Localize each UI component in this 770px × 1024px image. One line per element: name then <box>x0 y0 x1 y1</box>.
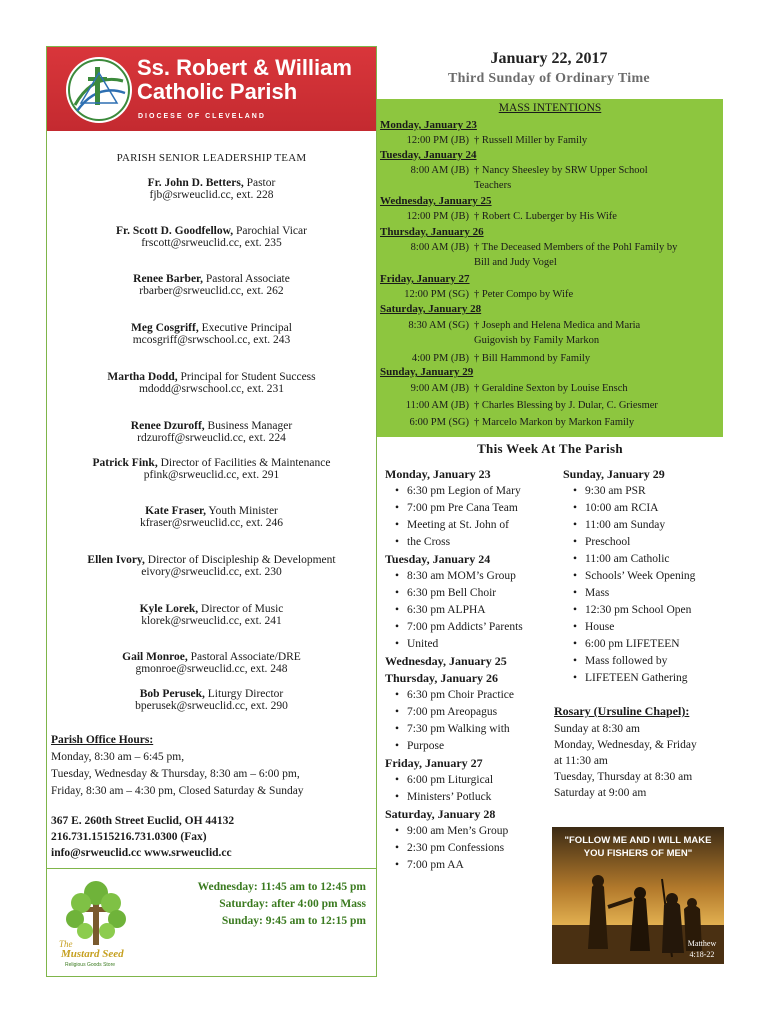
mass-day-heading: Sunday, January 29 <box>380 366 474 378</box>
rosary-line: Sunday at 8:30 am <box>554 723 640 735</box>
staff-email: eivory@srweuclid.cc, ext. 230 <box>141 566 282 578</box>
mass-time: 8:00 AM (JB) <box>410 242 469 253</box>
bulletin-sunday: Third Sunday of Ordinary Time <box>448 71 650 86</box>
staff-title: Parochial Vicar <box>233 225 307 237</box>
mustard-logo-the: The <box>59 939 73 949</box>
fishers-quote-line2: YOU FISHERS OF MEN" <box>583 848 693 859</box>
week-event-cont <box>563 670 723 687</box>
week-day-heading: Wednesday, January 25 <box>385 654 507 668</box>
staff-email: bperusek@srweuclid.cc, ext. 290 <box>135 700 288 712</box>
week-day-heading: Tuesday, January 24 <box>385 552 491 566</box>
mass-intention: † Bill Hammond by Family <box>474 353 591 364</box>
mass-intention: † Robert C. Luberger by His Wife <box>474 211 617 222</box>
week-event: • 11:00 am Catholic <box>563 551 723 568</box>
week-event: • 11:00 am Sunday <box>563 517 723 534</box>
fishers-ref-line2: 4:18-22 <box>689 950 715 959</box>
week-event-text: Preschool <box>585 536 631 548</box>
left-column <box>46 46 377 977</box>
staff-email: klorek@srweuclid.cc, ext. 241 <box>141 615 282 627</box>
mustard-seed-logo <box>55 875 139 969</box>
week-event-text: Purpose <box>407 740 445 752</box>
week-event: • 7:00 pm Areopagus <box>385 704 553 721</box>
staff-title: Pastoral Associate/DRE <box>187 651 301 663</box>
mass-day-heading: Wednesday, January 25 <box>380 195 492 207</box>
rosary-title: Rosary (Ursuline Chapel): <box>554 704 690 718</box>
week-event: • 9:30 am PSR <box>563 483 723 500</box>
mass-time: 12:00 PM (JB) <box>406 211 469 222</box>
mass-time: 8:00 AM (JB) <box>410 165 469 176</box>
staff-email: gmonroe@srweuclid.cc, ext. 248 <box>135 663 288 675</box>
staff-email: fjb@srweuclid.cc, ext. 228 <box>149 189 274 201</box>
mass-intention: † Charles Blessing by J. Dular, C. Griesmer <box>474 400 658 411</box>
mass-intention: † Geraldine Sexton by Louise Ensch <box>474 383 628 394</box>
staff-name: Gail Monroe, <box>122 651 188 663</box>
staff-entry <box>47 505 376 529</box>
mass-day-heading: Friday, January 27 <box>380 273 470 285</box>
mass-intentions-title: MASS INTENTIONS <box>498 102 602 114</box>
mass-day-heading: Tuesday, January 24 <box>380 149 477 161</box>
leadership-heading: PARISH SENIOR LEADERSHIP TEAM <box>116 152 307 164</box>
week-event-cont <box>385 517 553 534</box>
staff-name: Fr. John D. Betters, <box>147 177 244 189</box>
week-event: • 6:00 pm LIFETEEN <box>563 636 723 653</box>
this-week-right-column <box>563 466 723 687</box>
mustard-hours-line: Saturday: after 4:00 pm Mass <box>219 898 366 910</box>
parish-banner <box>47 47 376 131</box>
mass-day-heading: Saturday, January 28 <box>380 303 482 315</box>
week-event: • 10:00 am RCIA <box>563 500 723 517</box>
mass-intention: † Peter Compo by Wife <box>474 289 574 300</box>
week-day-heading: Thursday, January 26 <box>385 671 499 685</box>
mass-time: 12:00 PM (SG) <box>404 289 469 300</box>
mass-time: 9:00 AM (JB) <box>410 383 469 394</box>
week-day-heading: Saturday, January 28 <box>385 807 496 821</box>
staff-title: Director of Discipleship & Development <box>144 554 336 566</box>
rosary-line: Monday, Wednesday, & Friday <box>554 739 697 751</box>
rosary-line: Tuesday, Thursday at 8:30 am <box>554 771 693 783</box>
mustard-logo-sub: Religious Goods Store <box>65 962 116 968</box>
week-event-cont <box>563 653 723 670</box>
mass-time: 4:00 PM (JB) <box>411 353 469 364</box>
week-event-text: Mass <box>585 587 610 599</box>
staff-entry <box>47 554 376 578</box>
staff-title: Pastoral Associate <box>202 273 290 285</box>
week-event: • 6:30 pm ALPHA <box>385 602 553 619</box>
mass-intention: † The Deceased Members of the Pohl Family by <box>474 242 678 253</box>
mass-intention: † Joseph and Helena Medica and Maria <box>474 320 641 331</box>
staff-email: rdzuroff@srweuclid.cc, ext. 224 <box>137 432 286 444</box>
week-event: • 6:30 pm Legion of Mary <box>385 483 553 500</box>
staff-name: Renee Dzuroff, <box>130 420 205 432</box>
staff-title: Business Manager <box>204 420 293 432</box>
mass-intention: † Marcelo Markon by Markon Family <box>474 417 635 428</box>
week-event: • 12:30 pm School Open <box>563 602 723 619</box>
staff-entry <box>47 688 376 712</box>
week-event-text: Meeting at St. John of <box>407 519 509 531</box>
staff-entry <box>47 273 376 297</box>
parish-name-line1: Ss. Robert & William <box>137 55 352 80</box>
office-hours-line: Friday, 8:30 am – 4:30 pm, Closed Saturday & Sunday <box>51 785 304 797</box>
diocese-label: DIOCESE OF CLEVELAND <box>138 113 266 120</box>
staff-name: Bob Perusek, <box>139 688 205 700</box>
week-event: • 2:30 pm Confessions <box>385 840 553 857</box>
this-week-left-column <box>385 466 553 874</box>
staff-email: kfraser@srweuclid.cc, ext. 246 <box>139 517 284 529</box>
staff-email: mcosgriff@srwschool.cc, ext. 243 <box>132 334 291 346</box>
week-event-text: the Cross <box>407 536 451 548</box>
staff-name: Fr. Scott D. Goodfellow, <box>116 225 234 237</box>
week-event-cont <box>385 636 553 653</box>
week-event-cont <box>563 568 723 585</box>
staff-email: rbarber@srweuclid.cc, ext. 262 <box>139 285 284 297</box>
week-event: • 7:00 pm Pre Cana Team <box>385 500 553 517</box>
mustard-hours-line: Wednesday: 11:45 am to 12:45 pm <box>197 881 366 893</box>
staff-email: mdodd@srwschool.cc, ext. 231 <box>138 383 285 395</box>
fishers-ref-line1: Matthew <box>687 939 717 948</box>
week-event-text: Mass followed by <box>585 655 668 667</box>
staff-entry <box>47 371 376 395</box>
rosary-line: Saturday at 9:00 am <box>554 787 647 799</box>
week-event-text: LIFETEEN Gathering <box>585 672 688 684</box>
mass-intention: Guigovish by Family Markon <box>474 335 600 346</box>
mustard-seed-hours <box>198 879 366 930</box>
contact-block <box>51 813 371 861</box>
week-day-heading: Monday, January 23 <box>385 467 491 481</box>
parish-name <box>137 56 372 104</box>
week-event-text: United <box>407 638 439 650</box>
staff-entry <box>47 177 376 201</box>
this-week-heading: This Week At The Parish <box>477 441 623 456</box>
staff-entry <box>47 603 376 627</box>
week-event-cont <box>563 585 723 602</box>
mass-intention: Teachers <box>474 180 512 191</box>
staff-title: Pastor <box>243 177 276 189</box>
staff-title: Director of Facilities & Maintenance <box>157 457 331 469</box>
mass-time: 11:00 AM (JB) <box>405 400 469 411</box>
week-event: • 8:30 am MOM’s Group <box>385 568 553 585</box>
staff-name: Renee Barber, <box>133 273 203 285</box>
week-event-text: Schools’ Week Opening <box>585 570 696 582</box>
week-event-cont <box>563 534 723 551</box>
mass-time: 8:30 AM (SG) <box>408 320 469 331</box>
staff-title: Youth Minister <box>205 505 278 517</box>
staff-email: frscott@srweuclid.cc, ext. 235 <box>141 237 282 249</box>
week-event-text: Ministers’ Potluck <box>407 791 492 803</box>
parish-name-line2: Catholic Parish <box>137 79 298 104</box>
week-day-heading: Sunday, January 29 <box>563 467 665 481</box>
office-hours-line: Monday, 8:30 am – 6:45 pm, <box>51 751 185 763</box>
staff-entry <box>47 420 376 444</box>
staff-name: Martha Dodd, <box>107 371 178 383</box>
mass-intention: † Russell Miller by Family <box>474 135 588 146</box>
staff-title: Executive Principal <box>198 322 292 334</box>
mustard-logo-name: Mustard Seed <box>61 948 124 960</box>
rosary-block <box>554 703 722 801</box>
staff-name: Kate Fraser, <box>145 505 206 517</box>
fishers-of-men-image <box>552 827 724 964</box>
fishers-quote-line1: "FOLLOW ME AND I WILL MAKE <box>564 835 712 846</box>
mass-time: 12:00 PM (JB) <box>406 135 469 146</box>
week-event: • 6:30 pm Bell Choir <box>385 585 553 602</box>
week-event: • 7:00 pm AA <box>385 857 553 874</box>
parish-logo <box>63 53 139 127</box>
mustard-hours-line: Sunday: 9:45 am to 12:15 pm <box>221 915 366 927</box>
mass-intention: Bill and Judy Vogel <box>474 257 557 268</box>
mass-time: 6:00 PM (SG) <box>409 417 469 428</box>
mustard-seed-box <box>47 868 376 976</box>
parish-address: 367 E. 260th Street Euclid, OH 44132 <box>51 815 235 827</box>
staff-name: Kyle Lorek, <box>139 603 199 615</box>
week-event: • 7:30 pm Walking with <box>385 721 553 738</box>
office-hours-heading: Parish Office Hours: <box>51 734 154 746</box>
staff-entry <box>47 322 376 346</box>
staff-title: Principal for Student Success <box>177 371 316 383</box>
parish-web[interactable]: info@srweuclid.cc www.srweuclid.cc <box>51 847 232 859</box>
week-event-cont <box>385 789 553 806</box>
staff-entry <box>47 457 376 481</box>
week-event: • 6:30 pm Choir Practice <box>385 687 553 704</box>
staff-title: Director of Music <box>198 603 284 615</box>
staff-name: Ellen Ivory, <box>87 554 145 566</box>
week-event-cont <box>385 738 553 755</box>
staff-name: Meg Cosgriff, <box>131 322 199 334</box>
staff-title: Liturgy Director <box>204 688 284 700</box>
mass-day-heading: Thursday, January 26 <box>380 226 484 238</box>
office-hours-line: Tuesday, Wednesday & Thursday, 8:30 am – 6:00 pm, <box>51 768 300 780</box>
mass-intention: † Nancy Sheesley by SRW Upper School <box>474 165 648 176</box>
rosary-line: at 11:30 am <box>554 755 608 767</box>
staff-name: Patrick Fink, <box>92 457 158 469</box>
week-event-text: House <box>585 621 615 633</box>
mass-intentions-panel <box>377 99 723 437</box>
week-day-heading: Friday, January 27 <box>385 756 483 770</box>
bulletin-date: January 22, 2017 <box>490 50 608 67</box>
staff-entry <box>47 651 376 675</box>
week-event-cont <box>563 619 723 636</box>
week-event: • 7:00 pm Addicts’ Parents <box>385 619 553 636</box>
week-event: • 6:00 pm Liturgical <box>385 772 553 789</box>
staff-email: pfink@srweuclid.cc, ext. 291 <box>143 469 280 481</box>
staff-entry <box>47 225 376 249</box>
mass-day-heading: Monday, January 23 <box>380 119 477 131</box>
office-hours <box>51 732 371 800</box>
week-event-cont <box>385 534 553 551</box>
parish-phone: 216.731.1515216.731.0300 (Fax) <box>51 831 207 843</box>
week-event: • 9:00 am Men’s Group <box>385 823 553 840</box>
